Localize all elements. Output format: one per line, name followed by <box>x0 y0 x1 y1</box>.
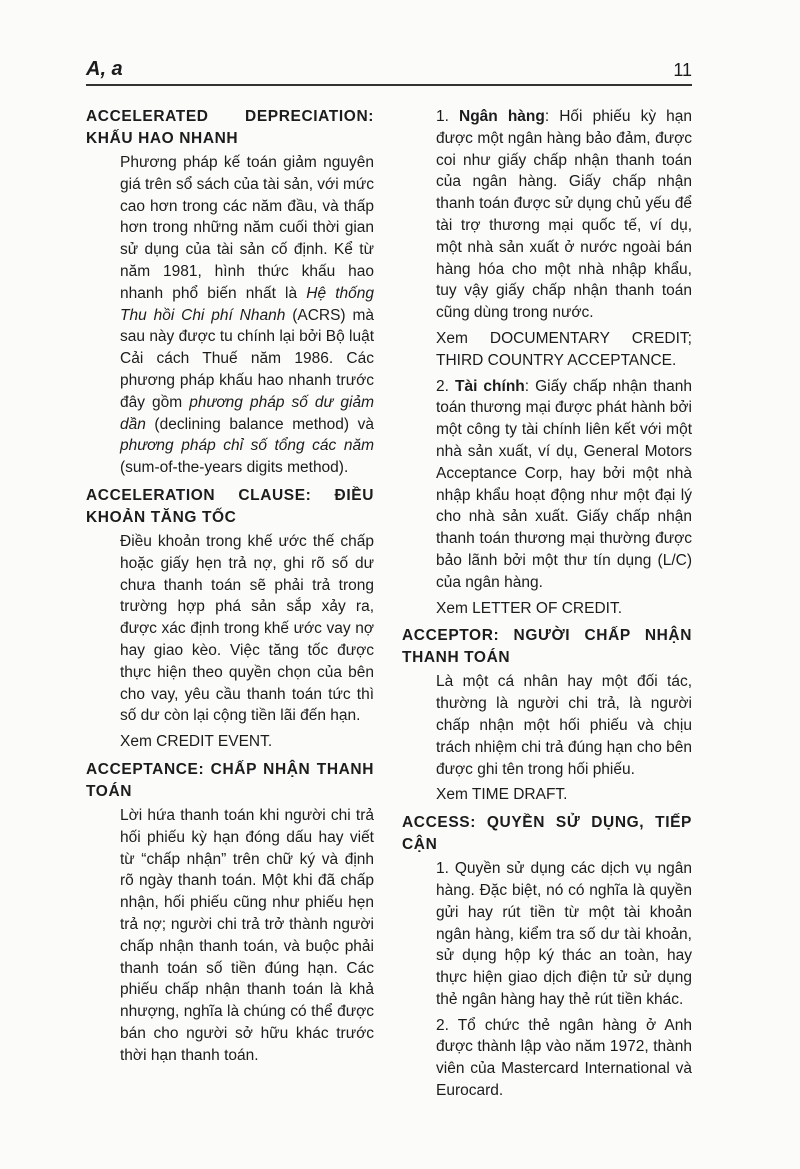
definition <box>86 531 374 753</box>
italic-term: phương pháp số dư giảm dần <box>120 393 375 433</box>
text-run: : Giấy chấp nhận thanh toán thương mại được phát hành bởi một công ty tài chính liên kết với một nhà sản xuất, ví dụ, General Motors Acceptance Corp, hay bởi một nhà nhập khẩu hoạt động như một đại lý cho nhà sản xuất. Giấy chấp nhận thanh toán thương mại thường được bảo lãnh bởi một thư tín dụng (L/C) của ngân hàng. <box>436 377 692 591</box>
entry-accelerated-depreciation <box>86 106 374 479</box>
right-column <box>402 106 692 1108</box>
left-column <box>86 106 374 1072</box>
entry-access <box>402 812 692 1102</box>
definition <box>86 805 374 1067</box>
definition-paragraph: Điều khoản trong khế ước thế chấp hoặc giấy hẹn trả nợ, ghi rõ số dư chưa thanh toán sẽ phải trả trong trường hợp phá sản sắp xảy ra, được xác định trong khế ước vay nợ hay giao kèo. Việc tăng tốc được thực hiện theo quyền chọn của bên cho vay, yêu cầu thanh toán tức thì số dư còn lại cộng tiền lãi đến hạn. <box>120 532 374 725</box>
definition <box>402 106 692 619</box>
page-number: 11 <box>673 60 692 80</box>
term-heading: ACCELERATED DEPRECIATION: KHẤU HAO NHANH <box>86 108 374 147</box>
italic-term: phương pháp chỉ số tổng các năm <box>120 437 374 455</box>
entry-acceptor <box>402 625 692 806</box>
definition <box>86 152 374 479</box>
italic-term: Hệ thống Thu hồi Chi phí Nhanh <box>120 284 374 324</box>
definition-paragraph <box>436 106 692 324</box>
item-number: 1. <box>436 108 459 125</box>
cross-reference: Xem CREDIT EVENT. <box>120 733 273 751</box>
bold-subterm: Tài chính <box>454 377 525 395</box>
definition-paragraph: Là một cá nhân hay một đối tác, thường là người chi trả, là người chấp nhận một hối phiếu và chịu trách nhiệm chi trả đúng hạn cho bên được ghi tên trong hối phiếu. <box>436 673 692 778</box>
definition-paragraph <box>120 152 374 479</box>
definition-paragraph <box>436 376 692 594</box>
bold-subterm: Ngân hàng <box>459 108 545 125</box>
text-run: (sum-of-the-years digits method). <box>120 459 349 477</box>
section-letter: A, a <box>86 58 123 80</box>
term-heading: ACCELERATION CLAUSE: ĐIỀU KHOẢN TĂNG TỐC <box>86 486 374 526</box>
term-heading: ACCEPTANCE: CHẤP NHẬN THANH TOÁN <box>86 760 374 800</box>
item-number: 2. <box>436 377 455 395</box>
definition-paragraph: 2. Tổ chức thẻ ngân hàng ở Anh được thành lập vào năm 1972, thành viên của Mastercard International và Eurocard. <box>436 1016 692 1100</box>
text-run: (declining balance method) và <box>145 415 374 433</box>
definition <box>402 671 692 806</box>
cross-reference: Xem LETTER OF CREDIT. <box>436 599 623 617</box>
definition-paragraph: Lời hứa thanh toán khi người chi trả hối phiếu kỳ hạn đóng dấu hay viết từ “chấp nhận” trên chữ ký và định rõ ngày thanh toán. Một khi đã chấp nhận, hối phiếu cũng như phiếu hẹn trả nợ; người chi trả trở thành người chấp nhận thanh toán, và buộc phải thanh toán số tiền đúng hạn. Các phiếu chấp nhận thanh toán là khả nhượng, nghĩa là chúng có thể được bán cho người sở hữu khác trước thời hạn thanh toán. <box>120 806 374 1064</box>
term-heading: ACCESS: QUYỀN SỬ DỤNG, TIẾP CẬN <box>402 814 692 854</box>
page-header <box>86 56 692 86</box>
cross-reference: Xem DOCUMENTARY CREDIT; THIRD COUNTRY ACCEPTANCE. <box>436 329 692 369</box>
text-run: Phương pháp kế toán giảm nguyên giá trên sổ sách của tài sản, với mức cao hơn trong các năm đầu, và thấp hơn trong những năm cuối thời gian sử dụng của tài sản cố định. Kể từ năm 1981, hình thức khấu hao nhanh phổ biến nhất là <box>120 154 375 302</box>
definition <box>402 858 692 1102</box>
entry-acceptance-continued <box>402 106 692 619</box>
term-heading: ACCEPTOR: NGƯỜI CHẤP NHẬN THANH TOÁN <box>402 627 692 667</box>
text-run: : Hối phiếu kỳ hạn được một ngân hàng bảo đảm, được coi như giấy chấp nhận thanh toán của ngân hàng. Giấy chấp nhận thanh toán được sử dụng chủ yếu để tài trợ thương mại quốc tế, ví dụ, một nhà sản xuất ở nước ngoài bán hàng hóa cho một nhà nhập khẩu, tuy vậy giấy chấp nhận thanh toán cũng dùng trong nước. <box>436 108 692 322</box>
definition-paragraph: 1. Quyền sử dụng các dịch vụ ngân hàng. Đặc biệt, nó có nghĩa là quyền gửi hay rút tiền từ một tài khoản ngân hàng, kiểm tra số dư tài khoản, sử dụng hộp ký thác an toàn, hay thực hiện giao dịch điện tử sử dụng thẻ ngân hàng hay thẻ rút tiền khác. <box>436 860 692 1008</box>
text-run: (ACRS) mà sau này được tu chính lại bởi Bộ luật Cải cách Thuế năm 1986. Các phương pháp khấu hao nhanh trước đây gồm <box>120 306 374 411</box>
cross-reference: Xem TIME DRAFT. <box>436 786 568 804</box>
entry-acceptance <box>86 759 374 1067</box>
entry-acceleration-clause <box>86 485 374 753</box>
